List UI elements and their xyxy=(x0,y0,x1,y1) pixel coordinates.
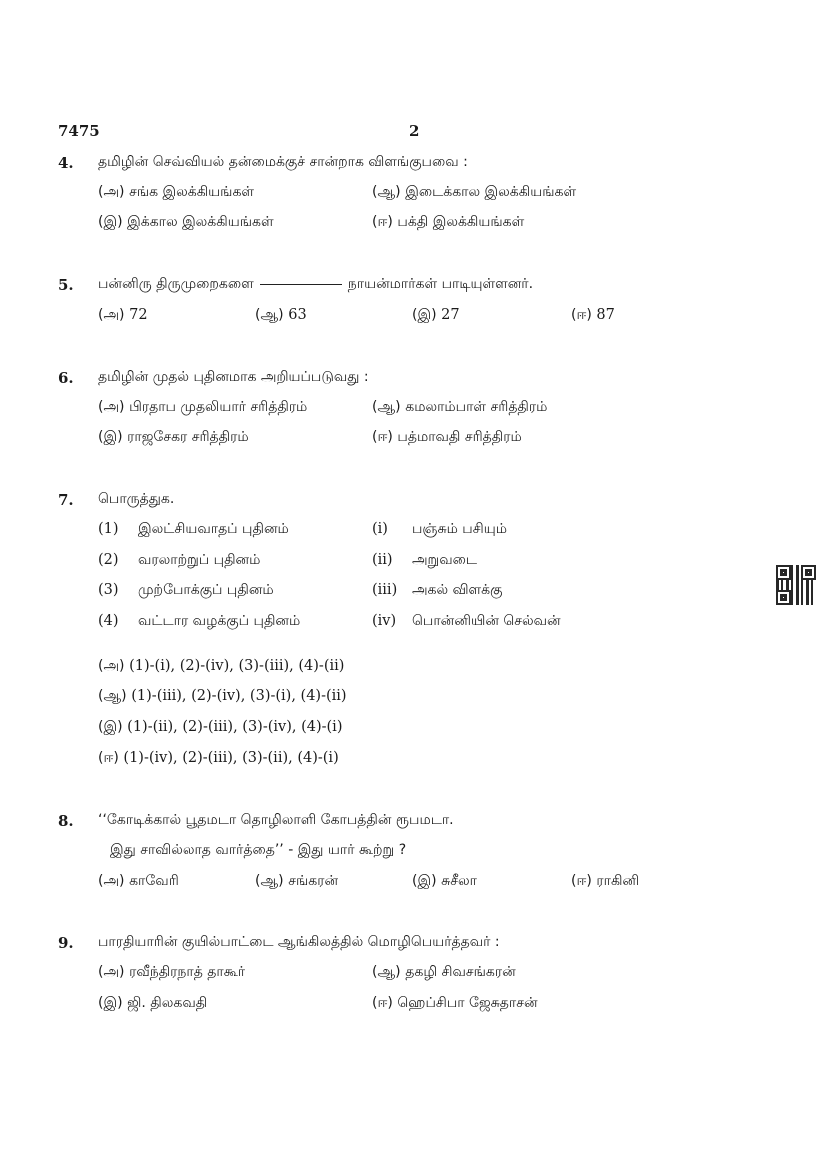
question-number: 7. xyxy=(58,491,74,509)
match-left-item: முற்போக்குப் புதினம் xyxy=(138,582,274,598)
match-left-label: (4) xyxy=(98,613,119,629)
option-c: (இ) ஜி. திலகவதி xyxy=(98,995,208,1011)
match-right-item: பொன்னியின் செல்வன் xyxy=(412,613,561,629)
option-d: (ஈ) ஹெப்சிபா ஜேசுதாசன் xyxy=(372,995,538,1011)
option-a: (அ) காவேரி xyxy=(98,873,179,889)
match-left-item: இலட்சியவாதப் புதினம் xyxy=(138,521,289,537)
question-text: பன்னிரு திருமுறைகளை நாயன்மார்கள் பாடியுள்ளனர். xyxy=(98,276,534,292)
option-c: (இ) சுசீலா xyxy=(412,873,477,889)
option-a: (அ) (1)-(i), (2)-(iv), (3)-(iii), (4)-(ii) xyxy=(98,658,345,674)
match-left-label: (3) xyxy=(98,582,119,598)
question-number: 4. xyxy=(58,154,74,172)
qr-code xyxy=(776,565,816,605)
page-number: 2 xyxy=(409,122,420,140)
match-left-label: (1) xyxy=(98,521,119,537)
match-right-item: அகல் விளக்கு xyxy=(412,582,503,598)
option-a: (அ) ரவீந்திரநாத் தாகூர் xyxy=(98,964,246,980)
option-b: (ஆ) (1)-(iii), (2)-(iv), (3)-(i), (4)-(ii) xyxy=(98,688,347,704)
option-b: (ஆ) கமலாம்பாள் சரித்திரம் xyxy=(372,399,548,415)
match-left-item: வட்டார வழக்குப் புதினம் xyxy=(138,613,301,629)
option-b: (ஆ) சங்கரன் xyxy=(255,873,339,889)
question-number: 5. xyxy=(58,276,74,294)
option-c: (இ) இக்கால இலக்கியங்கள் xyxy=(98,214,274,230)
match-right-label: (ii) xyxy=(372,552,393,568)
option-d: (ஈ) பத்மாவதி சரித்திரம் xyxy=(372,429,522,445)
option-b: (ஆ) 63 xyxy=(255,307,307,323)
question-text-line2: இது சாவில்லாத வார்த்தை’’ - இது யார் கூற்று ? xyxy=(110,842,407,858)
question-number: 8. xyxy=(58,812,74,830)
option-d: (ஈ) 87 xyxy=(571,307,615,323)
match-right-label: (i) xyxy=(372,521,388,537)
question-text: தமிழின் செவ்வியல் தன்மைக்குச் சான்றாக விளங்குபவை : xyxy=(98,154,468,170)
match-left-label: (2) xyxy=(98,552,119,568)
option-d: (ஈ) (1)-(iv), (2)-(iii), (3)-(ii), (4)-(i) xyxy=(98,750,339,766)
question-text-line1: ‘‘கோடிக்கால் பூதமடா தொழிலாளி கோபத்தின் ரூபமடா. xyxy=(98,812,454,828)
option-c: (இ) ராஜசேகர சரித்திரம் xyxy=(98,429,249,445)
option-b: (ஆ) இடைக்கால இலக்கியங்கள் xyxy=(372,184,577,200)
option-c: (இ) 27 xyxy=(412,307,460,323)
match-left-item: வரலாற்றுப் புதினம் xyxy=(138,552,261,568)
option-a: (அ) பிரதாப முதலியார் சரித்திரம் xyxy=(98,399,308,415)
option-a: (அ) சங்க இலக்கியங்கள் xyxy=(98,184,255,200)
answer-blank xyxy=(260,283,342,285)
paper-code: 7475 xyxy=(58,122,100,140)
question-text: தமிழின் முதல் புதினமாக அறியப்படுவது : xyxy=(98,369,369,385)
option-a: (அ) 72 xyxy=(98,307,148,323)
match-right-label: (iii) xyxy=(372,582,398,598)
question-text: பொருத்துக. xyxy=(98,491,175,507)
question-number: 9. xyxy=(58,934,74,952)
option-c: (இ) (1)-(ii), (2)-(iii), (3)-(iv), (4)-(i) xyxy=(98,719,343,735)
question-number: 6. xyxy=(58,369,74,387)
match-right-label: (iv) xyxy=(372,613,397,629)
option-d: (ஈ) பக்தி இலக்கியங்கள் xyxy=(372,214,525,230)
match-right-item: பஞ்சும் பசியும் xyxy=(412,521,507,537)
option-d: (ஈ) ராகினி xyxy=(571,873,640,889)
option-b: (ஆ) தகழி சிவசங்கரன் xyxy=(372,964,516,980)
match-right-item: அறுவடை xyxy=(412,552,478,568)
question-text: பாரதியாரின் குயில்பாட்டை ஆங்கிலத்தில் மொழிபெயர்த்தவர் : xyxy=(98,934,500,950)
